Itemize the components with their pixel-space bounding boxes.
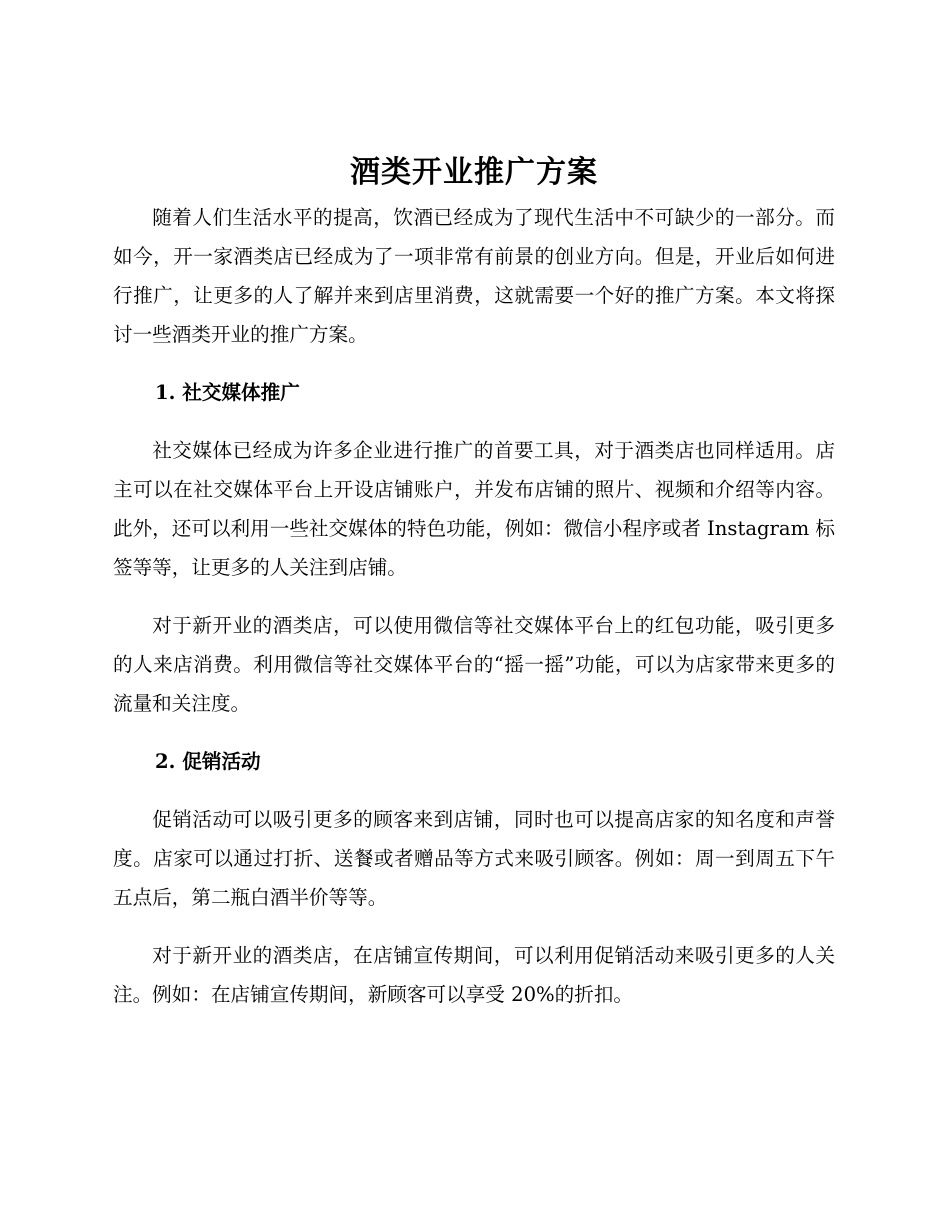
social-media-paragraph-1: 社交媒体已经成为许多企业进行推广的首要工具，对于酒类店也同样适用。店主可以在社交媒体平台上开设店铺账户，并发布店铺的照片、视频和介绍等内容。此外，还可以利用一些社交媒体的特色功能，例如：微信小程序或者 Instagram 标签等等，让更多的人关注到店铺。	[113, 439, 836, 579]
section-heading-promotions: 2. 促销活动	[155, 750, 261, 773]
section-heading-social-media: 1. 社交媒体推广	[155, 381, 300, 404]
document-page	[113, 148, 835, 1014]
social-media-paragraph-2: 对于新开业的酒类店，可以使用微信等社交媒体平台上的红包功能，吸引更多的人来店消费。利用微信等社交媒体平台的“摇一摇”功能，可以为店家带来更多的流量和关注度。	[113, 614, 835, 715]
promotions-paragraph-1: 促销活动可以吸引更多的顾客来到店铺，同时也可以提高店家的知名度和声誉度。店家可以通过打折、送餐或者赠品等方式来吸引顾客。例如：周一到周五下午五点后，第二瓶白酒半价等等。	[113, 808, 835, 909]
promotions-paragraph-2: 对于新开业的酒类店，在店铺宣传期间，可以利用促销活动来吸引更多的人关注。例如：在店铺宣传期间，新顾客可以享受 20%的折扣。	[113, 944, 835, 1006]
intro-paragraph: 随着人们生活水平的提高，饮酒已经成为了现代生活中不可缺少的一部分。而如今，开一家酒类店已经成为了一项非常有前景的创业方向。但是，开业后如何进行推广，让更多的人了解并来到店里消费，这就需要一个好的推广方案。本文将探讨一些酒类开业的推广方案。	[113, 206, 835, 346]
document-title: 酒类开业推广方案	[350, 155, 598, 190]
